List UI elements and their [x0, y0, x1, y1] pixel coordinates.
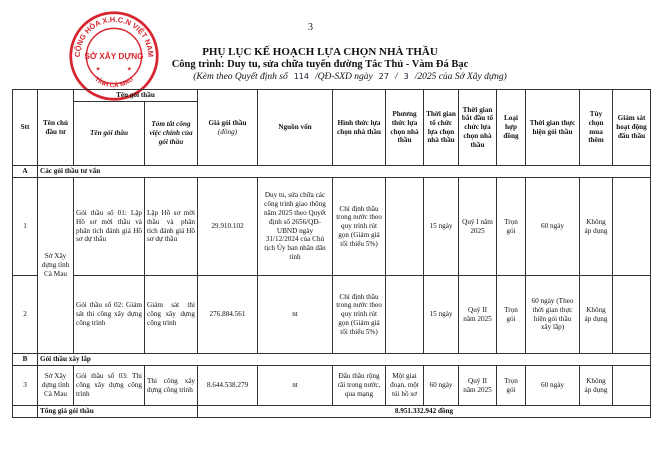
- header-package-group: Tên gói thầu: [74, 90, 198, 102]
- bidding-plan-table: [12, 89, 651, 418]
- section-b-row: B Gói thầu xây lắp: [13, 354, 651, 366]
- header-owner: Tên chủ đầu tư: [38, 90, 74, 166]
- header-method: Phương thức lựa chọn nhà thầu: [386, 90, 424, 166]
- section-a-row: A Các gói thầu tư vấn: [13, 166, 651, 178]
- header-stt: Stt: [13, 90, 38, 166]
- table-row: 3 Sở Xây dựng tỉnh Cà Mau Gói thầu số 03: Thi công xây dựng công trình Thi công xây dựng công trình 8.644.538.279 nt Đấu thầu rộng rãi trong nước, qua mạng Một giai đoạn, một túi hồ sơ 60 ngày Quý II năm 2025 Trọn gói 60 ngày Không áp dụng: [13, 366, 651, 406]
- header-option: Tùy chọn mua thêm: [580, 90, 613, 166]
- document-subtitle: Công trình: Duy tu, sửa chữa tuyến đường Tắc Thủ - Vàm Đá Bạc: [171, 59, 469, 70]
- page-number: 3: [308, 22, 313, 33]
- owner-cell: Sở Xây dựng tỉnh Cà Mau: [38, 178, 74, 354]
- document-title: PHỤ LỤC KẾ HOẠCH LỰA CHỌN NHÀ THẦU: [202, 46, 438, 58]
- table-row: 1 Sở Xây dựng tỉnh Cà Mau Gói thầu số 01: Lập Hồ sơ mời thầu và phân tích đánh giá Hồ sơ dự thầu Lập Hồ sơ mời thầu và phân tích đánh giá Hồ sơ dự thầu 29.910.102 Duy tu, sửa chữa các công trình giao thông năm 2025 theo Quyết định số 2656/QĐ-UBND ngày 31/12/2024 của Chủ tịch Ủy ban nhân dân tỉnh Chỉ định thầu trong nước theo quy trình rút gọn (Giảm giá tối thiểu 5%) 15 ngày Quý I năm 2025 Trọn gói 60 ngày Không áp dụng: [13, 178, 651, 276]
- header-exec-time: Thời gian thực hiện gói thầu: [526, 90, 580, 166]
- svg-text:CỘNG HÒA X.H.C.N VIỆT NAM: CỘNG HÒA X.H.C.N VIỆT NAM: [72, 14, 156, 58]
- total-row: [13, 406, 651, 418]
- table-row: 2 Gói thầu số 02: Giám sát thi công xây dựng công trình Giám sát thi công xây dựng công trình 276.884.561 nt Chỉ định thầu trong nước theo quy trình rút gọn (Giảm giá tối thiểu 5%) 15 ngày Quý II năm 2025 Trọn gói 60 ngày (Theo thời gian thực hiện gói thầu xây lắp) Không áp dụng: [13, 276, 651, 354]
- svg-text:SỞ XÂY DỰNG: SỞ XÂY DỰNG: [84, 51, 144, 61]
- header-start-time: Thời gian bắt đầu tổ chức lựa chọn nhà thầu: [459, 90, 497, 166]
- total-label: Tổng giá gói thầu: [38, 406, 198, 418]
- svg-text:★: ★: [126, 66, 132, 73]
- total-value: 8.951.332.942 đồng: [198, 406, 651, 418]
- header-selection-form: Hình thức lựa chọn nhà thầu: [333, 90, 386, 166]
- header-summary: Tóm tắt công việc chính của gói thầu: [145, 102, 198, 166]
- header-package-name: Tên gói thầu: [74, 102, 145, 166]
- header-fund: Nguồn vốn: [258, 90, 333, 166]
- decision-reference: (Kèm theo Quyết định số 114 /QĐ-SXD ngày 27 / 3 /2025 của Sở Xây dựng): [193, 72, 507, 82]
- header-duration: Thời gian tổ chức lựa chọn nhà thầu: [424, 90, 459, 166]
- header-supervision: Giám sát hoạt động đấu thầu: [613, 90, 651, 166]
- header-price: Giá gói thầu (đồng): [198, 90, 258, 166]
- svg-text:TỈNH CÀ MAU: TỈNH CÀ MAU: [93, 75, 135, 90]
- header-contract-type: Loại hợp đồng: [497, 90, 526, 166]
- svg-text:★: ★: [95, 66, 101, 73]
